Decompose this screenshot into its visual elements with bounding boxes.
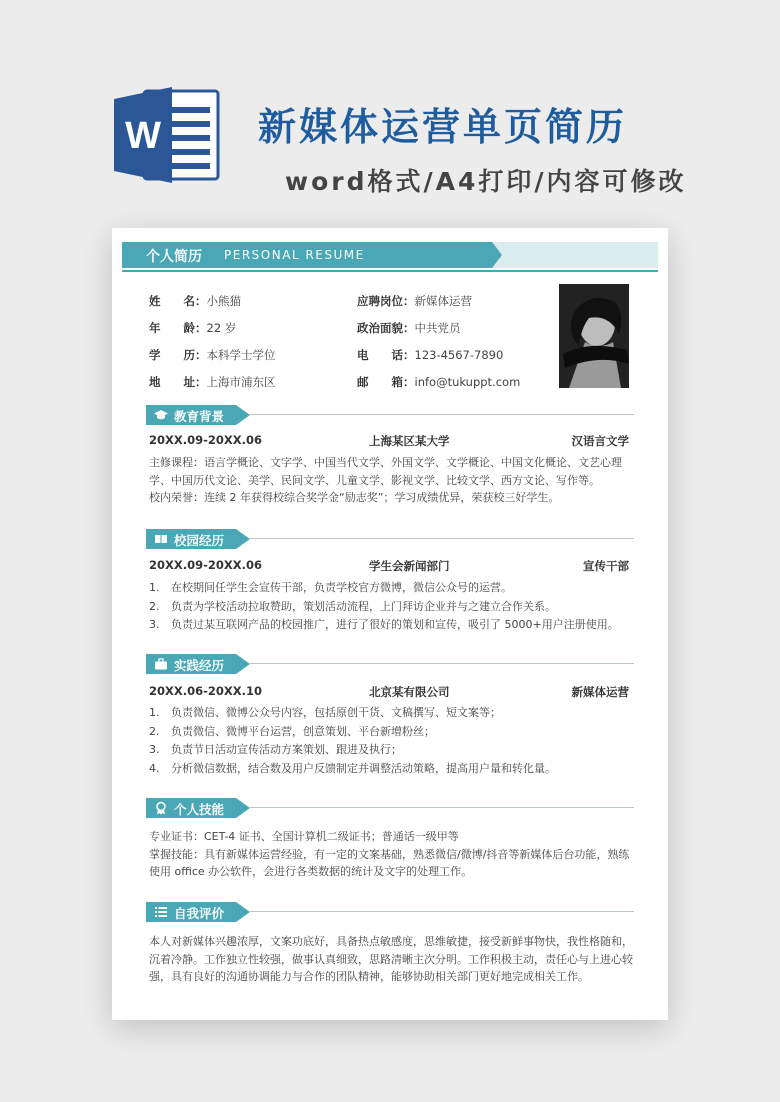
info-education: [149, 347, 276, 363]
info-label: 应聘岗位：: [357, 294, 415, 308]
practice-role: 新媒体运营: [571, 685, 629, 699]
list-item: [149, 598, 629, 617]
banner-subtitle: word格式/A4打印/内容可修改: [285, 167, 687, 196]
info-label: 学 历：: [149, 348, 207, 362]
list-text: 负责微信、微博公众号内容，包括原创干货、文稿撰写、短文案等；: [171, 706, 501, 719]
section-rule: [250, 538, 634, 539]
list-item: [149, 760, 629, 779]
list-number: 2.: [149, 599, 160, 613]
education-row: [149, 433, 629, 449]
section-education-header: [146, 405, 634, 425]
education-honors: 校内荣誉：连续 2 年获得校综合奖学金“励志奖”；学习成绩优异，荣获校三好学生。: [149, 491, 560, 504]
info-value: 本科学士学位: [206, 348, 276, 362]
section-rule: [250, 663, 634, 664]
resume-title-cn: 个人简历: [146, 249, 202, 265]
section-rule: [250, 807, 634, 808]
practice-row: [149, 684, 629, 700]
education-school: 上海某区某大学: [369, 434, 450, 448]
list-number: 3.: [149, 743, 160, 756]
campus-org: 学生会新闻部门: [369, 559, 450, 573]
list-item: [149, 741, 629, 760]
practice-list: [149, 704, 629, 778]
list-number: 2.: [149, 724, 160, 738]
briefcase-icon: [154, 657, 168, 671]
header-line: [122, 270, 658, 272]
education-courses: 主修课程：语言学概论、文字学、中国当代文学、外国文学、文学概论、中国文化概论、文艺心理学、中国历代文论、美学、民间文学、儿童文学、影视文学、比较文学、西方文论、写作等。: [149, 456, 622, 487]
info-label: 地 址：: [149, 375, 207, 389]
info-value: 22 岁: [206, 321, 237, 335]
info-address: [149, 374, 276, 390]
info-value: 小熊猫: [206, 294, 241, 308]
list-number: 1.: [149, 581, 160, 594]
skills-details: [149, 828, 633, 881]
section-rule: [250, 414, 634, 415]
campus-list: [149, 579, 629, 635]
education-major: 汉语言文学: [571, 434, 629, 448]
resume-title-en: PERSONAL RESUME: [224, 248, 365, 262]
info-label: 姓 名：: [149, 294, 207, 308]
info-value: 中共党员: [414, 321, 461, 335]
section-skills-header: [146, 798, 634, 818]
info-label: 电 话：: [357, 348, 415, 362]
self-eval-details: [149, 933, 633, 986]
list-number: 4.: [149, 761, 160, 775]
section-campus-header: [146, 529, 634, 549]
list-text: 负责为学校活动拉取赞助，策划活动流程，上门拜访企业并与之建立合作关系。: [171, 599, 556, 613]
book-icon: [154, 532, 168, 546]
campus-role: 宣传干部: [583, 559, 629, 573]
section-title: 实践经历: [174, 658, 225, 673]
section-title: 自我评价: [174, 906, 225, 921]
list-text: 在校期间任学生会宣传干部，负责学校官方微博，微信公众号的运营。: [171, 581, 512, 594]
info-label: 邮 箱：: [357, 375, 415, 389]
skills-cert: 专业证书：CET-4 证书、全国计算机二级证书；普通话一级甲等: [149, 830, 459, 843]
info-position: [357, 293, 472, 309]
section-self-eval-header: [146, 902, 634, 922]
info-phone: [357, 347, 503, 363]
info-political: [357, 320, 461, 336]
info-value: 123-4567-7890: [414, 348, 504, 362]
campus-row: [149, 558, 629, 574]
info-value: 新媒体运营: [414, 294, 472, 308]
section-title: 个人技能: [174, 802, 225, 817]
list-text: 负责微信、微博平台运营，创意策划、平台新增粉丝；: [171, 724, 435, 738]
list-text: 负责过某互联网产品的校园推广，进行了很好的策划和宣传，吸引了 5000+用户注册使用。: [171, 618, 619, 631]
info-label: 年 龄：: [149, 321, 207, 335]
graduation-cap-icon: [154, 408, 168, 422]
section-rule: [250, 911, 634, 912]
award-icon: [154, 801, 168, 815]
section-title: 教育背景: [174, 409, 225, 424]
info-age: [149, 320, 236, 336]
education-period: 20XX.09-20XX.06: [149, 433, 262, 447]
list-item: [149, 723, 629, 742]
word-icon: [114, 85, 224, 185]
word-logo-letter: W: [125, 115, 161, 157]
resume-page: [112, 228, 668, 1020]
education-details: [149, 454, 633, 507]
info-label: 政治面貌：: [357, 321, 415, 335]
info-value: info@tukuppt.com: [414, 375, 521, 389]
info-value: 上海市浦东区: [206, 375, 276, 389]
section-practice-header: [146, 654, 634, 674]
practice-period: 20XX.06-20XX.10: [149, 684, 262, 698]
info-email: [357, 374, 520, 390]
list-item: [149, 579, 629, 598]
info-name: [149, 293, 241, 309]
section-title: 校园经历: [174, 533, 225, 548]
list-item: [149, 616, 629, 635]
practice-company: 北京某有限公司: [369, 685, 450, 699]
list-number: 3.: [149, 618, 160, 631]
list-text: 分析微信数据，结合数及用户反馈制定并调整活动策略，提高用户量和转化量。: [171, 761, 556, 775]
skills-ability: 掌握技能：具有新媒体运营经验，有一定的文案基础，熟悉微信/微博/抖音等新媒体后台功能，熟练使用 office 办公软件，会进行各类数据的统计及文字的处理工作。: [149, 847, 630, 878]
self-eval-text: 本人对新媒体兴趣浓厚，文案功底好，具备热点敏感度，思维敏捷，接受新鲜事物快，我性格随和，沉着冷静。工作独立性较强，做事认真细致，思路清晰主次分明。工作积极主动，责任心与上进心较强，具有良好的沟通协调能力与合作的团队精神，能够协助相关部门更好地完成相关工作。: [149, 935, 633, 983]
list-text: 负责节日活动宣传活动方案策划、跟进及执行；: [171, 743, 402, 756]
list-number: 1.: [149, 706, 160, 719]
list-icon: [154, 905, 168, 919]
campus-period: 20XX.09-20XX.06: [149, 558, 262, 572]
list-item: [149, 704, 629, 723]
profile-photo: [559, 284, 629, 388]
banner-title: 新媒体运营单页简历: [258, 105, 628, 149]
